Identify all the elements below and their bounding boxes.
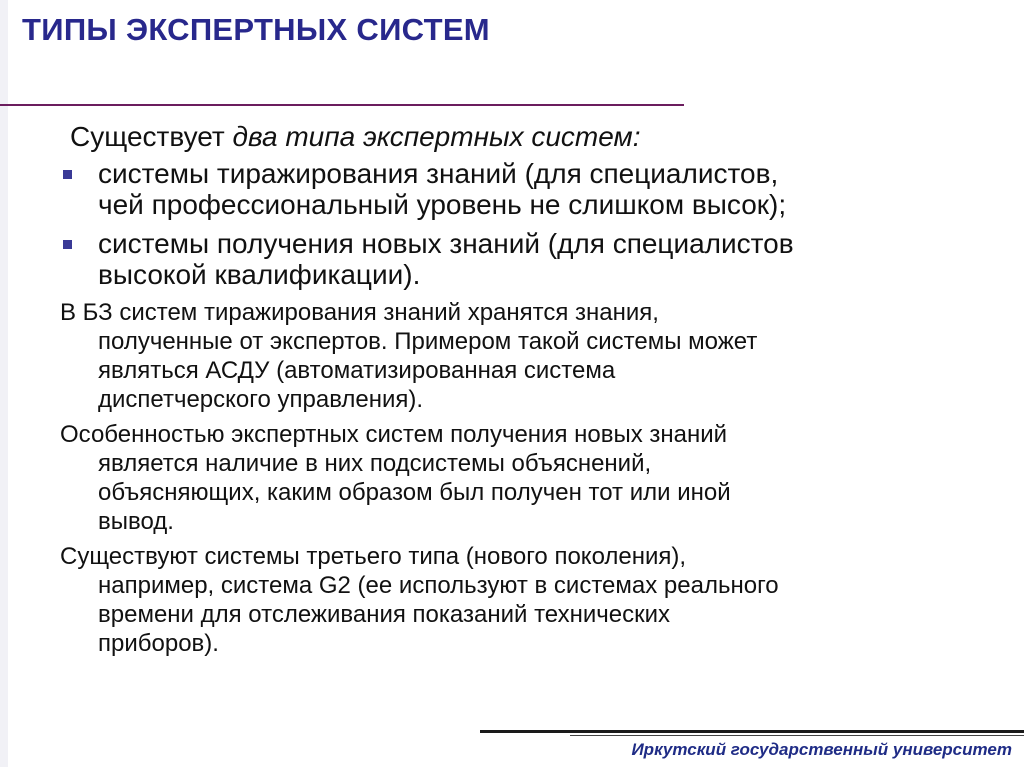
- paragraph-line: например, система G2 (ее используют в системах реального: [98, 572, 779, 599]
- bullet-list: [60, 158, 990, 290]
- square-bullet-icon: [63, 240, 72, 249]
- bullet-line: системы получения новых знаний (для специалистов: [98, 228, 794, 259]
- footer-rule: [480, 730, 1024, 733]
- intro-sentence: [70, 120, 990, 154]
- footer-institution: Иркутский государственный университет: [631, 740, 1012, 759]
- bullet-line: системы тиражирования знаний (для специалистов,: [98, 158, 779, 189]
- bullet-item: [60, 158, 990, 220]
- paragraph-line: вывод.: [98, 508, 174, 535]
- paragraph-line: В БЗ систем тиражирования знаний хранятся знания,: [60, 299, 659, 326]
- paragraph-explanation-subsystem: [60, 420, 990, 536]
- paragraph-line: диспетчерского управления).: [98, 386, 424, 413]
- paragraph-line: приборов).: [98, 630, 219, 657]
- footer-rule-thin: [570, 735, 1024, 736]
- paragraph-line: объясняющих, каким образом был получен тот или иной: [98, 479, 731, 506]
- bullet-line: чей профессиональный уровень не слишком высок);: [98, 189, 787, 220]
- paragraph-line: Особенностью экспертных систем получения новых знаний: [60, 421, 728, 448]
- paragraph-line: времени для отслеживания показаний технических: [98, 601, 671, 628]
- paragraph-line: являться АСДУ (автоматизированная система: [98, 357, 616, 384]
- title-underline: [0, 104, 684, 106]
- paragraph-knowledge-base: [60, 298, 990, 414]
- slide-body: [60, 120, 990, 664]
- paragraph-line: является наличие в них подсистемы объяснений,: [98, 450, 652, 477]
- square-bullet-icon: [63, 170, 72, 179]
- bullet-item: [60, 228, 990, 290]
- bullet-line: высокой квалификации).: [98, 259, 421, 290]
- slide-title: ТИПЫ ЭКСПЕРТНЫХ СИСТЕМ: [22, 12, 490, 47]
- left-margin-band: [0, 0, 8, 767]
- paragraph-third-type: [60, 542, 990, 658]
- paragraph-line: полученные от экспертов. Примером такой системы может: [98, 328, 758, 355]
- intro-lead: Существует: [70, 121, 233, 152]
- intro-emphasis: два типа экспертных систем:: [232, 121, 641, 152]
- paragraph-line: Существуют системы третьего типа (нового поколения),: [60, 543, 687, 570]
